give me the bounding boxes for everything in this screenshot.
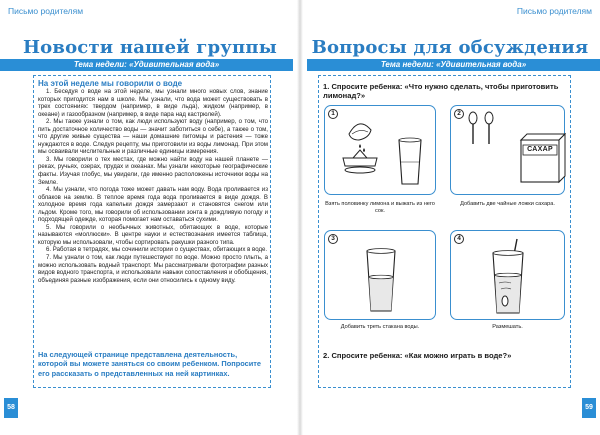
topic-band [0, 59, 293, 71]
paragraph: 4. Мы узнали, что погода тоже может давать нам воду. Вода проливается из облаков на землю. В теплое время года вода проливается в виде дождя. В холодное время года капельки дождя замерзают и становятся снегом или льдом. Кроме того, мы говорили об использовании зонта в дождливую погоду и подходящей одежде, которая помогает нам оставаться сухими. [38, 186, 268, 224]
sugar-box-label: САХАР [527, 146, 553, 153]
step-number: 1 [328, 109, 338, 119]
paragraph: 1. Беседуя о воде на этой неделе, мы узнали много новых слов, знание которых пригодится нам в школе. Мы узнали, что вода может существовать в трех состояниях: твердом (например, в виде льда), жидком (например, в океане) и газообразном (например, в виде пара над кастрюлей). [38, 88, 268, 118]
page-number: 58 [4, 398, 18, 418]
step-number: 3 [328, 234, 338, 244]
section-heading: На этой неделе мы говорили о воде [38, 79, 183, 88]
paragraph: 3. Мы говорили о тех местах, где можно найти воду на нашей планете — реках, ручьях, озерах, прудах и океанах. Мы узнали некоторые географические факты. Изучая глобус, мы увидели, где именно расположены источники воды на Земле. [38, 155, 268, 186]
lemon-juicer-illustration [325, 106, 437, 196]
paragraph: 6. Работая в тетрадях, мы сочинили истории о существах, обитающих в воде. [46, 246, 268, 254]
topic-label: Тема недели: «Удивительная вода» [380, 60, 527, 69]
paragraph: 5. Мы говорили о необычных животных, обитающих в воде, которые называются «моллюски». В центре науки и естествознания имеется таблица, которую мы использовали, чтобы сортировать ракушки разного типа. [38, 223, 268, 246]
step-number: 2 [454, 109, 464, 119]
question-1: 1. Спросите ребенка: «Что нужно сделать, чтобы приготовить лимонад?» [323, 82, 559, 100]
topic-band [307, 59, 600, 71]
page-title: Новости нашей группы [22, 37, 278, 58]
glass-water-illustration [325, 231, 437, 321]
step-panel-4 [450, 230, 565, 320]
news-body [38, 88, 268, 284]
step-panel-2 [450, 105, 565, 195]
step-caption: Взять половинку лимона и выжать из него сок. [325, 201, 435, 214]
topic-label: Тема недели: «Удивительная вода» [73, 60, 220, 69]
question-2: 2. Спросите ребенка: «Как можно играть в воде?» [323, 351, 512, 360]
stirring-illustration [451, 231, 566, 321]
step-caption: Добавить треть стакана воды. [340, 324, 420, 330]
step-number: 4 [454, 234, 464, 244]
right-page [300, 0, 600, 435]
page-title: Вопросы для обсуждения [311, 37, 589, 58]
footer-note: На следующей странице представлена деятельность, которой вы можете заняться со своим ребенком. Попросите его рассказать о представленных на ней картинках. [38, 350, 262, 378]
page-number: 59 [582, 398, 596, 418]
step-panel-3 [324, 230, 436, 320]
paragraph: 2. Мы также узнали о том, как люди используют воду (например, о том, что пить достаточное количество воды — значит заботиться о себе), а также о том, что другие живые существа — наши домашние питомцы и растения — тоже нуждаются в воде. Следуя рецепту, мы приготовили из воды лимонад. При этом мы осваивали числительные и различные единицы измерения. [38, 118, 268, 156]
paragraph: 7. Мы узнали о том, как люди путешествуют по воде. Можно просто плыть, а можно использовать водный транспорт. Мы рассматривали фотографии разных видов водного транспорта, и использовали навыки сопоставления и обобщения, объединяя разные изображения, если они относились к одному виду. [38, 254, 268, 284]
running-head: Письмо родителям [516, 6, 592, 16]
running-head: Письмо родителям [8, 6, 84, 16]
step-caption: Добавить две чайные ложки сахара. [460, 201, 555, 207]
step-caption: Размешать. [492, 324, 523, 330]
step-panel-1 [324, 105, 436, 195]
